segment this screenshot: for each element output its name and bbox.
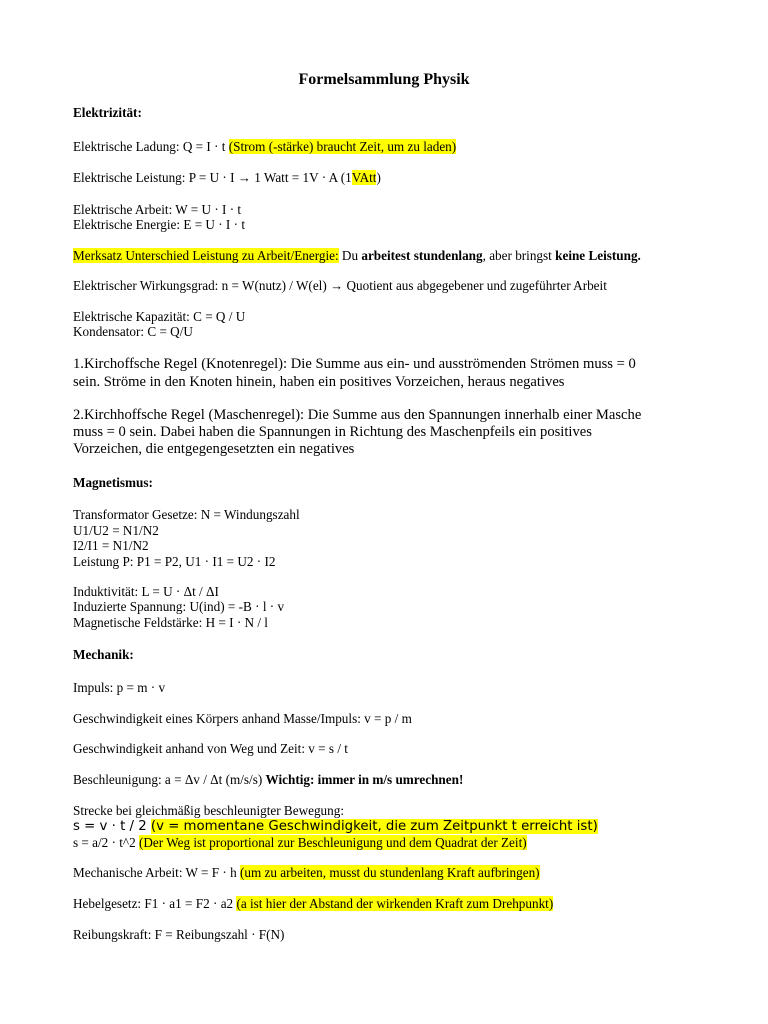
formula-strecke-1	[73, 819, 598, 835]
bold-text: Wichtig: immer in m/s umrechnen!	[265, 772, 464, 787]
formula-feldstaerke: Magnetische Feldstärke: H = I · N / l	[73, 615, 268, 630]
highlight-note: (v = momentane Geschwindigkeit, die zum Zeitpunkt t erreicht ist)	[150, 819, 598, 834]
formula-geschwindigkeit-weg: Geschwindigkeit anhand von Weg und Zeit: v = s / t	[73, 741, 348, 756]
kirchhoff-regel-1-line-2: sein. Ströme in den Knoten hinein, haben ein positives Vorzeichen, heraus negatives	[73, 374, 565, 390]
page-title: Formelsammlung Physik	[298, 71, 470, 88]
formula-text: Elektrische Leistung: P = U · I → 1 Watt = 1V · A (1	[73, 170, 352, 185]
text: Du	[338, 248, 362, 263]
formula-mechanische-arbeit	[73, 865, 540, 881]
formula-strom-verhaeltnis: I2/I1 = N1/N2	[73, 538, 149, 553]
formula-kondensator: Kondensator: C = Q/U	[73, 324, 193, 339]
kirchhoff-regel-2-line-1: 2.Kirchhoffsche Regel (Maschenregel): Die Summe aus den Spannungen innerhalb einer Masche	[73, 407, 642, 423]
formula-arbeit: Elektrische Arbeit: W = U · I · t	[73, 202, 242, 217]
bold-text: arbeitest stundenlang	[361, 248, 483, 263]
formula-text: s = v · t / 2	[73, 819, 151, 834]
strecke-heading: Strecke bei gleichmäßig beschleunigter Bewegung:	[73, 803, 344, 818]
formula-wirkungsgrad: Elektrischer Wirkungsgrad: n = W(nutz) / W(el) → Quotient aus abgegebener und zugeführter Arbeit	[73, 278, 607, 293]
section-heading-magnetismus: Magnetismus:	[73, 475, 153, 490]
formula-text: Hebelgesetz: F1 · a1 = F2 · a2	[73, 896, 237, 911]
formula-leistung	[73, 170, 381, 186]
highlight-note: (Der Weg ist proportional zur Beschleunigung und dem Quadrat der Zeit)	[139, 835, 527, 850]
bold-text: keine Leistung.	[555, 248, 641, 263]
formula-text: )	[376, 170, 381, 185]
kirchhoff-regel-2-line-2: muss = 0 sein. Dabei haben die Spannungen in Richtung des Maschenpfeils ein positives	[73, 424, 592, 440]
formula-energie: Elektrische Energie: E = U · I · t	[73, 217, 245, 232]
formula-spannung-verhaeltnis: U1/U2 = N1/N2	[73, 523, 159, 538]
formula-leistung-transformator: Leistung P: P1 = P2, U1 · I1 = U2 · I2	[73, 554, 276, 569]
highlight-note: VAtt	[351, 170, 377, 185]
formula-reibungskraft: Reibungskraft: F = Reibungszahl · F(N)	[73, 927, 285, 942]
formula-hebelgesetz	[73, 896, 553, 912]
text: , aber bringst	[482, 248, 556, 263]
highlight-note: (um zu arbeiten, musst du stundenlang Kraft aufbringen)	[240, 865, 540, 880]
kirchhoff-regel-2-line-3: Vorzeichen, die entgegengesetzten ein negatives	[73, 441, 355, 457]
formula-impuls: Impuls: p = m · v	[73, 680, 166, 695]
section-heading-mechanik: Mechanik:	[73, 647, 134, 662]
section-heading-elektrizitaet: Elektrizität:	[73, 105, 142, 120]
formula-geschwindigkeit-impuls: Geschwindigkeit eines Körpers anhand Masse/Impuls: v = p / m	[73, 711, 412, 726]
kirchhoff-regel-1-line-1: 1.Kirchoffsche Regel (Knotenregel): Die Summe aus ein- und ausströmenden Strömen muss = 0	[73, 356, 636, 372]
formula-text: Elektrische Ladung: Q = I · t	[73, 139, 229, 154]
formula-strecke-2	[73, 835, 527, 851]
formula-text: Beschleunigung: a = Δv / Δt (m/s/s)	[73, 772, 266, 787]
formula-beschleunigung	[73, 772, 463, 788]
formula-text: s = a/2 · t^2	[73, 835, 140, 850]
formula-text: Mechanische Arbeit: W = F · h	[73, 865, 240, 880]
formula-kapazitaet: Elektrische Kapazität: C = Q / U	[73, 309, 246, 324]
merksatz	[73, 248, 641, 264]
formula-induzierte-spannung: Induzierte Spannung: U(ind) = -B · l · v	[73, 599, 285, 614]
formula-induktivitaet: Induktivität: L = U · Δt / ΔI	[73, 584, 219, 599]
highlight-note: (a ist hier der Abstand der wirkenden Kraft zum Drehpunkt)	[236, 896, 554, 911]
formula-ladung	[73, 139, 456, 155]
highlight-note: Merksatz Unterschied Leistung zu Arbeit/Energie:	[73, 248, 339, 263]
formula-transformator: Transformator Gesetze: N = Windungszahl	[73, 507, 300, 522]
highlight-note: (Strom (-stärke) braucht Zeit, um zu laden)	[228, 139, 457, 154]
